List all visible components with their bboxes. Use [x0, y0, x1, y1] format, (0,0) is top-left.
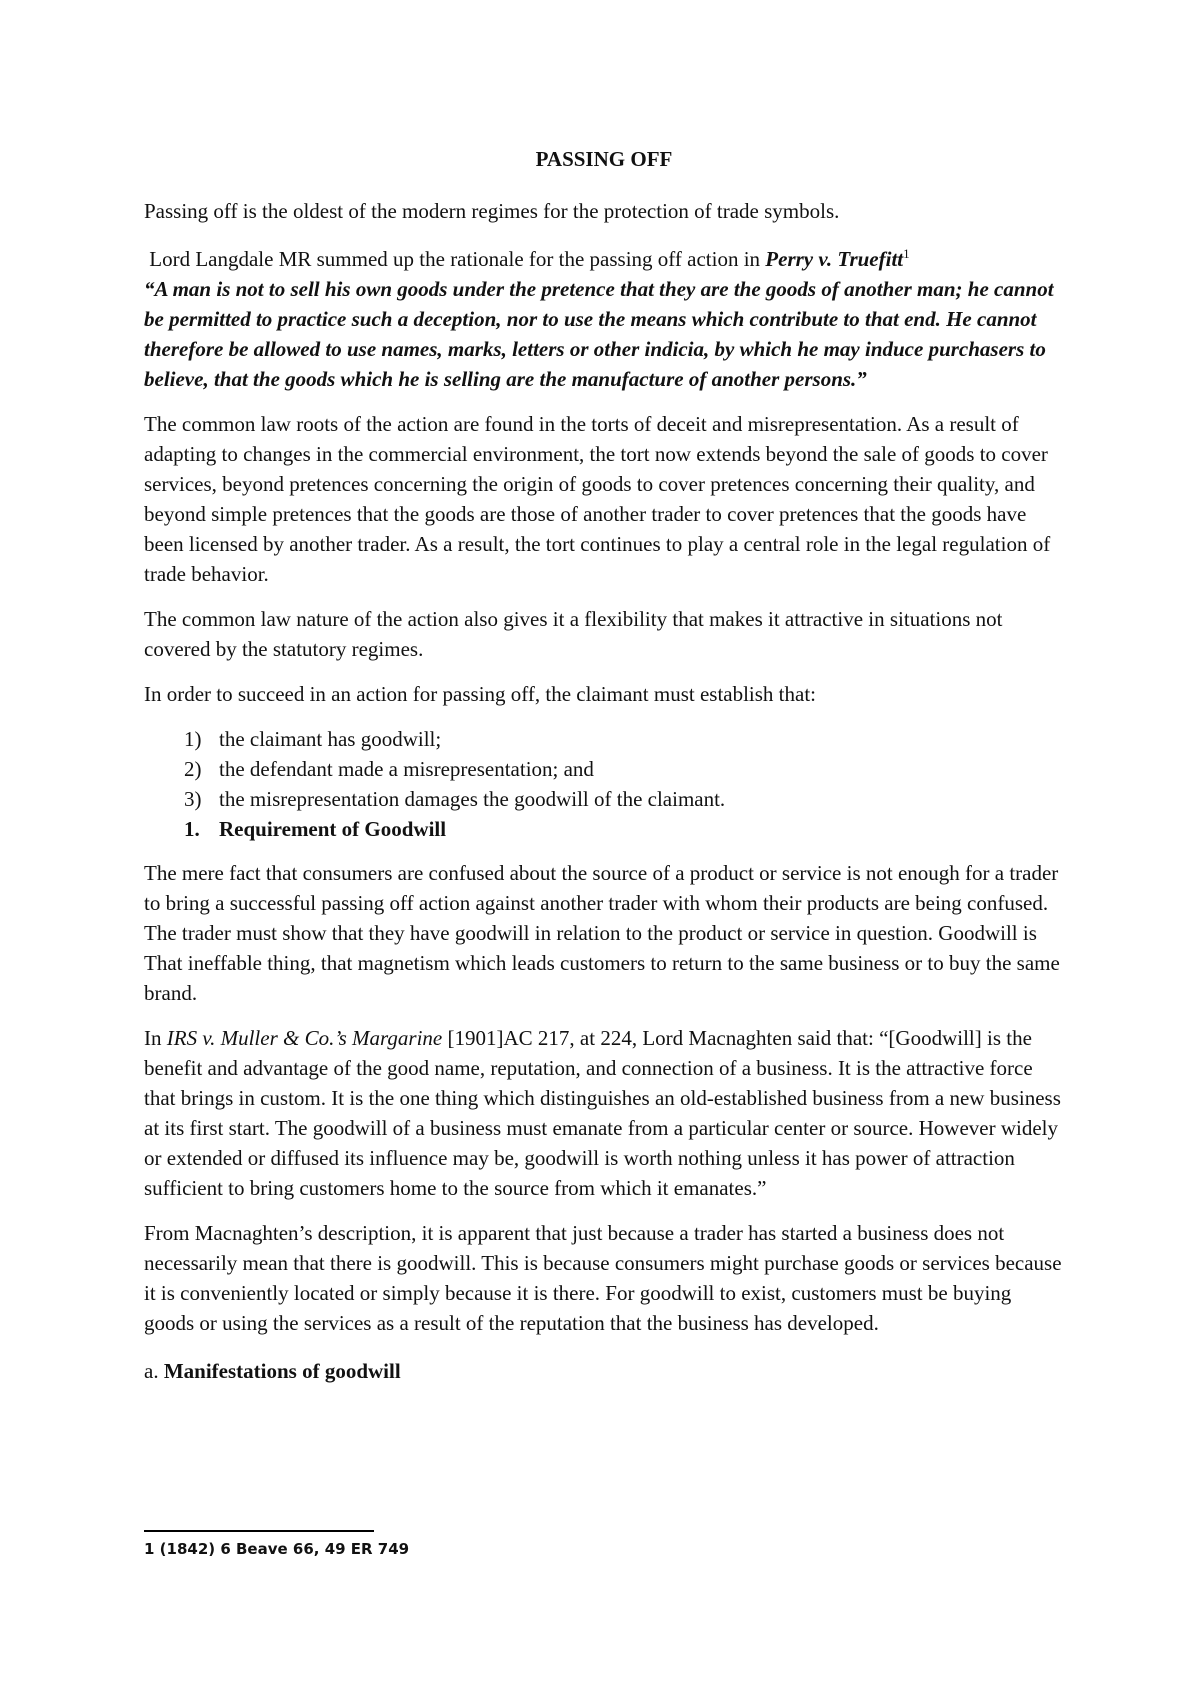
mere-fact-paragraph: The mere fact that consumers are confused about the source of a product or service is not enough for a trader to bring a successful passing off action against another trader with whom their products are being confused. The trader must show that they have goodwill in relation to the product or service in question. Goodwill is That ineffable thing, that magnetism which leads customers to return to the same business or to buy the same brand.	[144, 861, 1060, 1005]
footnote-ref: 1	[903, 246, 910, 261]
macnaghten-paragraph: From Macnaghten’s description, it is apparent that just because a trader has started a business does not necessarily mean that there is goodwill. This is because consumers might purchase goods or services because it is conveniently located or simply because it is there. For goodwill to exist, customers must be buying goods or using the services as a result of the reputation that the business has developed.	[144, 1221, 1062, 1335]
irs-paragraph	[144, 1023, 1064, 1203]
list-item-text: the misrepresentation damages the goodwill of the claimant.	[219, 787, 726, 811]
section-heading-text: Requirement of Goodwill	[219, 817, 447, 841]
perry-paragraph	[144, 244, 1064, 274]
section-heading-goodwill	[144, 814, 1064, 844]
subheading-text: Manifestations of goodwill	[163, 1359, 401, 1383]
intro-paragraph: Passing off is the oldest of the modern regimes for the protection of trade symbols.	[144, 199, 840, 223]
irs-lead: In	[144, 1026, 167, 1050]
footnote-text: 1 (1842) 6 Beave 66, 49 ER 749	[144, 1540, 410, 1558]
irs-case-name: IRS v. Muller & Co.’s Margarine	[166, 1026, 443, 1050]
requirements-list	[144, 724, 1064, 814]
perry-case-name: Perry v. Truefitt	[765, 247, 904, 271]
roots-paragraph: The common law roots of the action are found in the torts of deceit and misrepresentation. As a result of adapting to changes in the commercial environment, the tort now extends beyond the sale of goods to cover services, beyond pretences concerning the origin of goods to cover pretences concerning their quality, and beyond simple pretences that the goods are those of another trader to cover pretences that the goods have been licensed by another trader. As a result, the tort continues to play a central role in the legal regulation of trade behavior.	[144, 412, 1051, 586]
list-item	[144, 754, 1064, 784]
list-item	[144, 724, 1064, 754]
flexibility-paragraph: The common law nature of the action also gives it a flexibility that makes it attractive in situations not covered by the statutory regimes.	[144, 607, 1003, 661]
perry-quote: “A man is not to sell his own goods under the pretence that they are the goods of another man; he cannot be permitted to practice such a deception, nor to use the means which contribute to that end. He cannot therefore be allowed to use names, marks, letters or other indicia, by which he may induce purchasers to believe, that the goods which he is selling are the manufacture of another persons.”	[144, 277, 1054, 391]
section-heading-number: 1.	[184, 817, 200, 841]
subheading-manifestations	[144, 1356, 1064, 1386]
list-item-text: the defendant made a misrepresentation; and	[219, 757, 594, 781]
subheading-letter: a.	[144, 1359, 159, 1383]
list-item-number: 3)	[184, 787, 202, 811]
document-title: PASSING OFF	[535, 147, 673, 171]
irs-text: [1901]AC 217, at 224, Lord Macnaghten said that: “[Goodwill] is the benefit and advantage of the good name, reputation, and connection of a business. It is the attractive force that brings in custom. It is the one thing which distinguishes an old-established business from a new business at its first start. The goodwill of a business must emanate from a particular center or source. However widely or extended or diffused its influence may be, goodwill is worth nothing unless it has power of attraction sufficient to bring customers home to the source from which it emanates.”	[144, 1026, 1061, 1200]
footnote-divider	[144, 1530, 374, 1532]
perry-lead: Lord Langdale MR summed up the rationale for the passing off action in	[149, 247, 766, 271]
list-item-number: 2)	[184, 757, 202, 781]
list-item-text: the claimant has goodwill;	[219, 727, 442, 751]
requirements-intro-paragraph: In order to succeed in an action for passing off, the claimant must establish that:	[144, 682, 817, 706]
list-item-number: 1)	[184, 727, 202, 751]
list-item	[144, 784, 1064, 814]
document-body	[144, 144, 1064, 1386]
